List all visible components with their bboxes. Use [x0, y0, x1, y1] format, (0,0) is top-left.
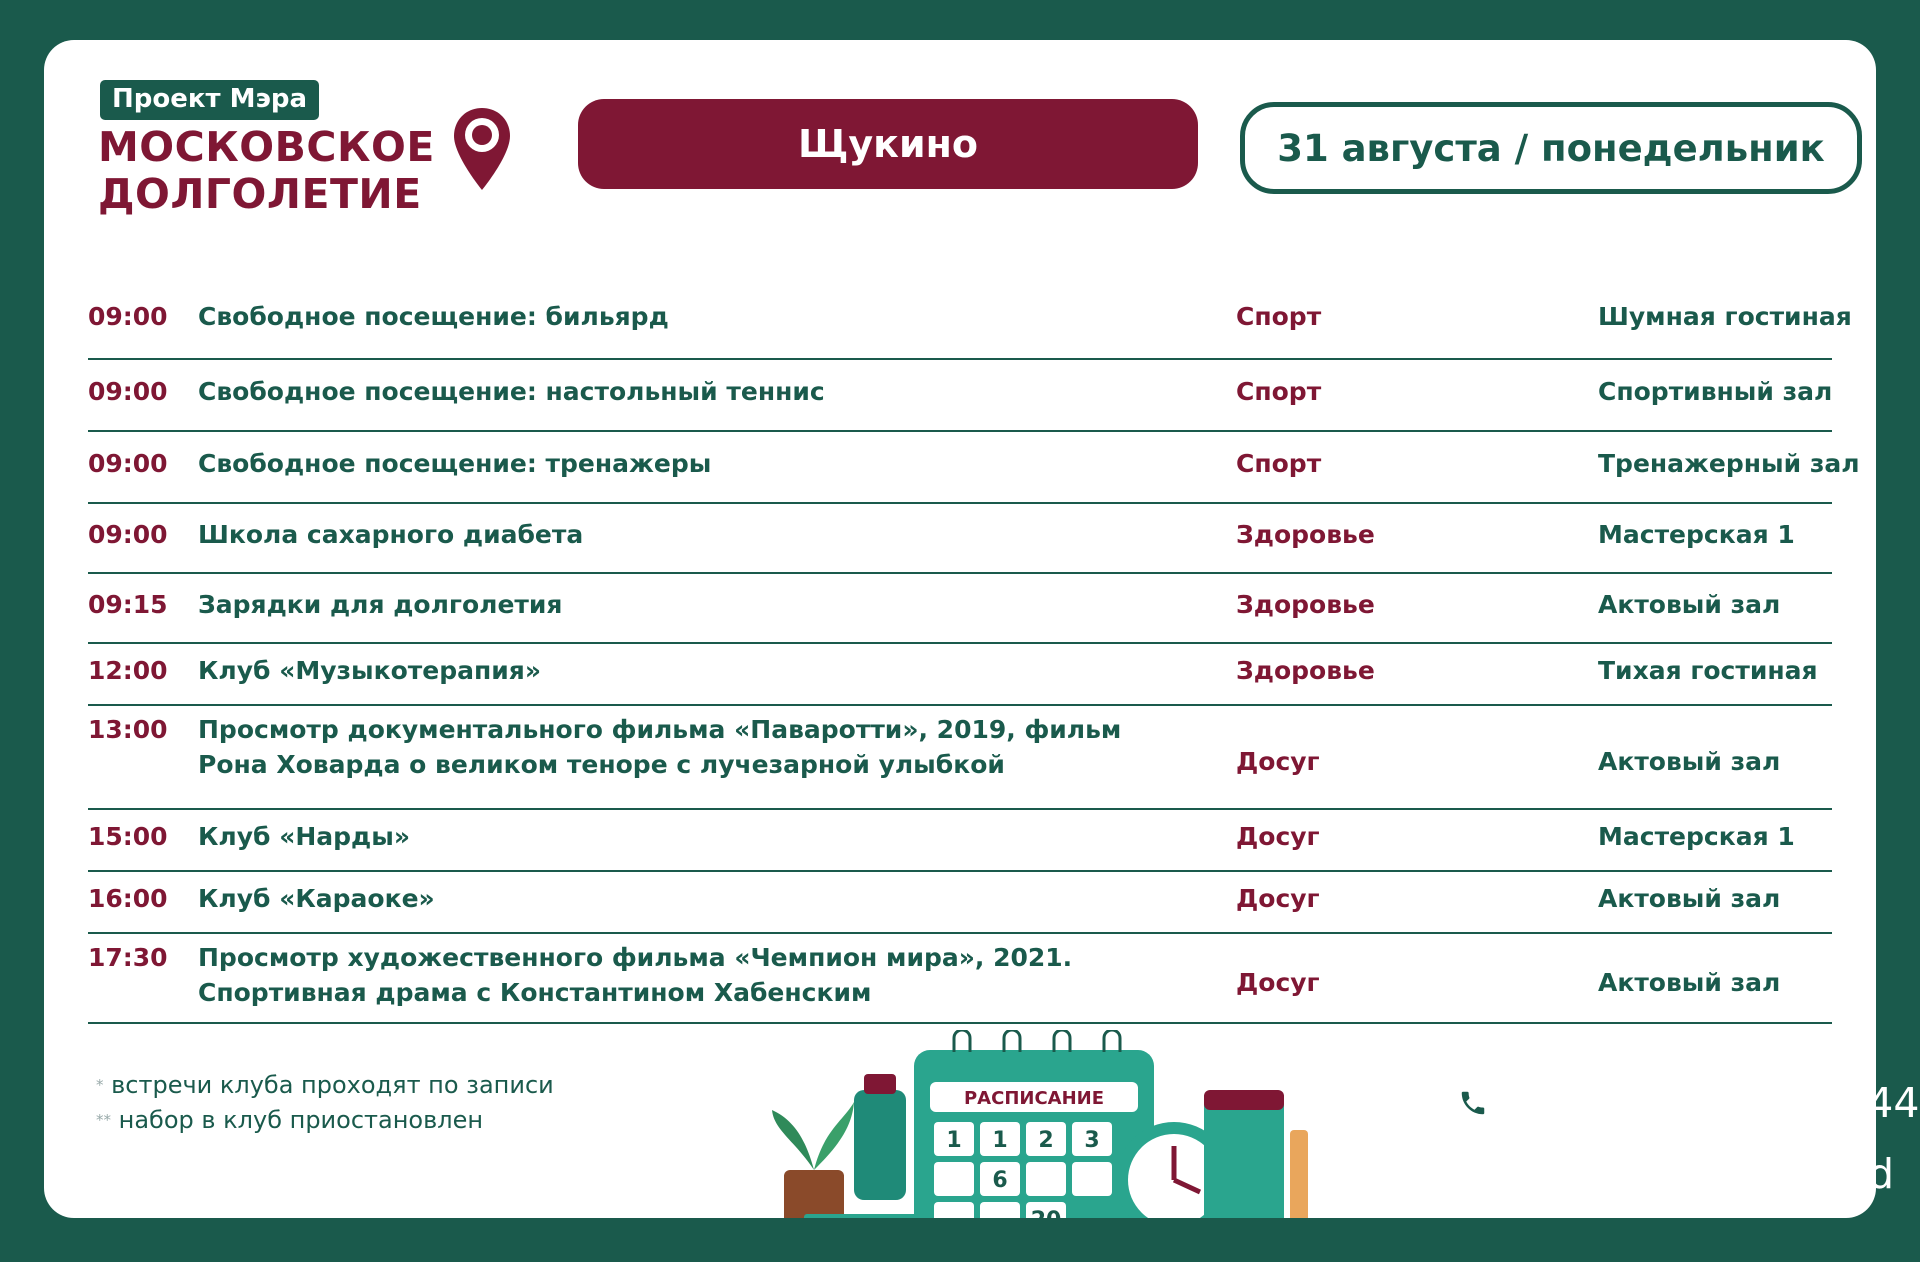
- calendar-cell-5: 6: [992, 1168, 1008, 1193]
- website-url: mos.ru/md: [1672, 1150, 1895, 1198]
- row-room: Актовый зал: [1598, 884, 1781, 913]
- project-tag: Проект Мэра: [100, 80, 319, 120]
- row-time: 16:00: [88, 884, 168, 913]
- row-room: Шумная гостиная: [1598, 302, 1852, 331]
- location-pin-icon: [452, 106, 512, 192]
- row-room: Актовый зал: [1598, 590, 1781, 619]
- row-time: 13:00: [88, 715, 168, 744]
- schedule-row: [88, 808, 1832, 872]
- row-time: 09:15: [88, 590, 168, 619]
- row-title: Просмотр художественного фильма «Чемпион мира», 2021. Спортивная драма с Константином Хабенским: [198, 943, 1073, 1007]
- calendar-cell-1: 1: [946, 1128, 962, 1153]
- row-category: Спорт: [1236, 449, 1322, 478]
- row-title: Зарядки для долголетия: [198, 590, 563, 619]
- row-room: Тренажерный зал: [1598, 449, 1860, 478]
- schedule-row: [88, 870, 1832, 934]
- row-time: 09:00: [88, 449, 168, 478]
- row-time: 09:00: [88, 302, 168, 331]
- brand-line-2: ДОЛГОЛЕТИЕ: [98, 170, 422, 218]
- brand-logo: [98, 124, 435, 218]
- footnote-1: [96, 1068, 554, 1103]
- row-category: Досуг: [1236, 822, 1320, 851]
- date-banner: 31 августа / понедельник: [1240, 102, 1862, 194]
- schedule-card: [44, 40, 1876, 1233]
- row-category: Здоровье: [1236, 590, 1375, 619]
- calendar-cell-3: 2: [1038, 1128, 1054, 1153]
- row-title: Клуб «Нарды»: [198, 822, 410, 851]
- schedule-row: [88, 932, 1832, 1024]
- row-time: 09:00: [88, 377, 168, 406]
- row-title: Клуб «Музыкотерапия»: [198, 656, 542, 685]
- schedule-row: [88, 280, 1852, 360]
- calendar-cell-4: 3: [1084, 1128, 1100, 1153]
- calendar-cell-6: 20: [1030, 1208, 1062, 1233]
- row-title: Свободное посещение: тренажеры: [198, 449, 712, 478]
- row-title: Свободное посещение: бильярд: [198, 302, 669, 331]
- row-title: Школа сахарного диабета: [198, 520, 584, 549]
- footnote-2: [96, 1103, 554, 1138]
- row-room: Тихая гостиная: [1598, 656, 1818, 685]
- schedule-illustration: [734, 1030, 1354, 1233]
- schedule-row: [88, 704, 1832, 810]
- row-room: Актовый зал: [1598, 968, 1781, 997]
- schedule-row: [88, 572, 1832, 644]
- brand-line-1: МОСКОВСКОЕ: [98, 123, 435, 171]
- footnote-2-text: набор в клуб приостановлен: [118, 1106, 484, 1134]
- row-category: Досуг: [1236, 884, 1320, 913]
- phone-number: +7 (495) 870 44 44: [1514, 1079, 1920, 1127]
- globe-icon: [1602, 1148, 1654, 1200]
- row-category: Спорт: [1236, 302, 1322, 331]
- calendar-cell-2: 1: [992, 1128, 1008, 1153]
- schedule-row: [88, 358, 1832, 432]
- row-room: Актовый зал: [1598, 747, 1781, 776]
- row-category: Досуг: [1236, 968, 1320, 997]
- schedule-row: [88, 502, 1832, 574]
- website-link[interactable]: [1602, 1148, 1894, 1200]
- row-title: Клуб «Караоке»: [198, 884, 435, 913]
- footnote-2-mark: **: [96, 1111, 111, 1129]
- row-category: Здоровье: [1236, 656, 1375, 685]
- footnote-1-text: встречи клуба проходят по записи: [111, 1071, 554, 1099]
- row-category: Здоровье: [1236, 520, 1375, 549]
- row-category: Досуг: [1236, 747, 1320, 776]
- row-time: 09:00: [88, 520, 168, 549]
- footnotes: [96, 1068, 554, 1138]
- row-title: Свободное посещение: настольный теннис: [198, 377, 825, 406]
- phone-icon: [1448, 1078, 1498, 1128]
- row-room: Мастерская 1: [1598, 520, 1795, 549]
- row-time: 12:00: [88, 656, 168, 685]
- schedule-row: [88, 642, 1832, 706]
- footnote-1-mark: *: [96, 1076, 104, 1094]
- row-room: Спортивный зал: [1598, 377, 1833, 406]
- district-banner: Щукино: [578, 99, 1198, 189]
- calendar-title: РАСПИСАНИЕ: [963, 1088, 1105, 1109]
- row-time: 15:00: [88, 822, 168, 851]
- row-room: Мастерская 1: [1598, 822, 1795, 851]
- row-time: 17:30: [88, 943, 168, 972]
- phone-contact[interactable]: [1448, 1078, 1919, 1128]
- schedule-row: [88, 430, 1860, 504]
- row-category: Спорт: [1236, 377, 1322, 406]
- row-title: Просмотр документального фильма «Паваротти», 2019, фильм Рона Ховарда о великом теноре с лучезарной улыбкой: [198, 715, 1122, 779]
